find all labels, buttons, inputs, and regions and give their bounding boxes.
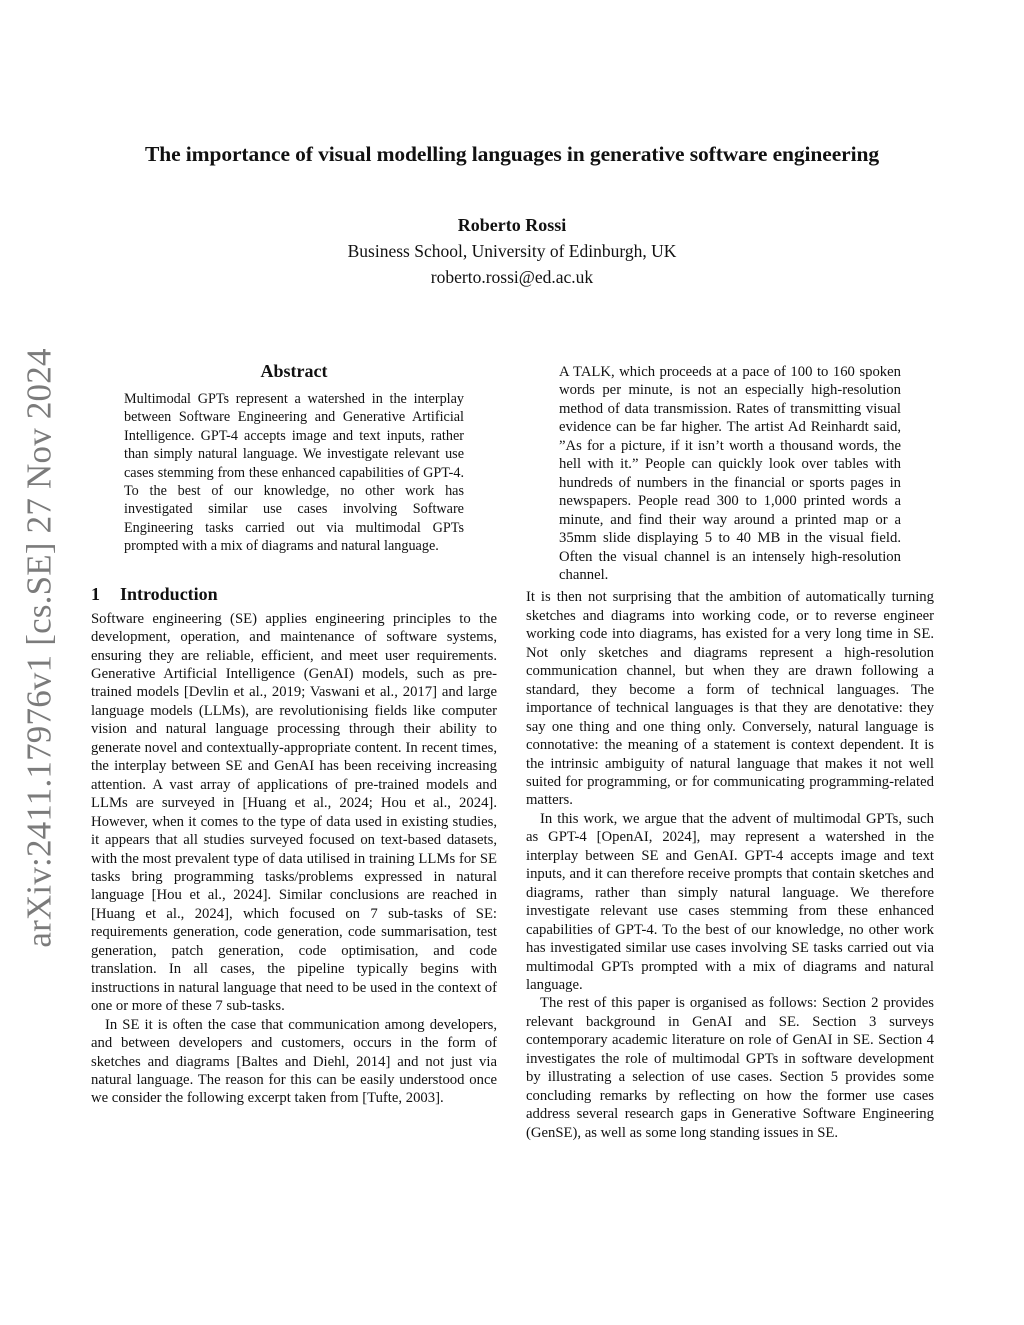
author-email: roberto.rossi@ed.ac.uk [430,267,594,287]
author-name: Roberto Rossi [457,215,567,235]
section-heading-introduction [91,582,497,606]
author-block [212,212,812,290]
intro-paragraph: Software engineering (SE) applies engineering principles to the development, operation, and maintenance of software systems, ensuring they are reliable, efficient, and meet user requirements. Generative Artificial Intelligence (GenAI) models, such as pre-trained models [Devlin et al., 2019; Vaswani et al., 2017] and large language models (LLMs), are revolutionising fields like computer vision and natural language processing through their ability to generate novel and contextually-appropriate content. In recent times, the interplay between SE and GenAI has been receiving increasing attention. A vast array of applications of pre-trained models and LLMs are surveyed in [Huang et al., 2024; Hou et al., 2024]. However, when it comes to the type of data used in existing studies, it appears that all studies surveyed focused on text-based datasets, with the most prevalent type of data utilised in training LLMs for SE tasks bring programming tasks/problems expressed in natural language [Hou et al., 2024]. Similar conclusions are reached in [Huang et al., 2024], which focused on 7 sub-tasks of SE: requirements generation, code generation, code summarisation, test generation, patch generation, code optimisation, and code translation. In all cases, the pipeline typically begins with instructions in natural language that need to be used in the context of one or more of these 7 sub-tasks. [91,610,497,1015]
abstract-heading: Abstract [260,361,328,381]
arxiv-identifier-text: arXiv:2411.17976v1 [cs.SE] 27 Nov 2024 [20,348,59,948]
right-column [526,363,934,1142]
section-title: Introduction [120,583,218,604]
tufte-quote: A TALK, which proceeds at a pace of 100 to 160 spoken words per minute, is not an especially high-resolution method of data transmission. Rates of transmitting visual evidence can be far higher. The artist Ad Reinhardt said, ”As for a picture, if it isn’t worth a thousand words, the hell with it.” People can quickly look over tables with hundreds of numbers in the financial or sports pages in newspapers. People read 300 to 1,000 printed words a minute, and find their way around a printed map or a 35mm slide displaying 5 to 40 MB in the visual field. Often the visual channel is an intensely high-resolution channel. [559,364,901,583]
section-number: 1 [91,583,100,604]
intro-paragraph: The rest of this paper is organised as follows: Section 2 provides relevant background in GenAI and SE. Section 3 surveys contemporary academic literature on role of GenAI in SE. Section 4 investigates the role of multimodal GPTs in software development by illustrating a selection of use cases. Section 5 provides some concluding remarks by reflecting on how the former use cases address several research gaps in Generative Software Engineering (GenSE), as well as some long standing issues in SE. [526,995,934,1141]
paper-title: The importance of visual modelling languages in generative software engineering [144,142,879,166]
intro-paragraph: It is then not surprising that the ambition of automatically turning sketches and diagrams into working code, or to reverse engineer working code into diagrams, has existed for a very long time in SE. Not only sketches and diagrams represent a high-resolution communication channel, but when they are drawn following a standard, they become a form of technical languages. The importance of technical languages is that they are denotative: they say one thing and one thing only. Conversely, natural language is connotative: the meaning of a statement is context dependent. It is the intrinsic ambiguity of natural language that makes it not well suited for programming, or for communicating programming-related matters. [526,589,934,809]
intro-paragraph: In this work, we argue that the advent of multimodal GPTs, such as GPT-4 [OpenAI, 2024], may represent a watershed in the interplay between SE and GenAI. GPT-4 accepts image and text inputs, and it can therefore receive prompts that contain sketches and diagrams, rather than simply natural language. We therefore investigate relevant use cases stemming from these enhanced capabilities of GPT-4. To the best of our knowledge, no other work has investigated similar use cases involving SE tasks carried out via multimodal GPTs prompted with a mix of diagrams and natural language. [526,810,934,993]
left-column [91,358,497,1108]
arxiv-identifier-stamp [18,348,62,948]
abstract-text: Multimodal GPTs represent a watershed in the interplay between Software Engineering and Generative Artificial Intelligence. GPT-4 accepts image and text inputs, rather than simply natural language. We investigate relevant use cases stemming from these enhanced capabilities of GPT-4. To the best of our knowledge, no other work has investigated similar use cases involving Software Engineering tasks carried out via multimodal GPTs prompted with a mix of diagrams and natural language. [124,391,464,555]
intro-paragraph: In SE it is often the case that communication among developers, and between developers and customers, occurs in the form of sketches and diagrams [Baltes and Diehl, 2014] and not just via natural language. The reason for this can be easily understood once we consider the following excerpt taken from [Tufte, 2003]. [91,1016,497,1107]
author-affiliation: Business School, University of Edinburgh, UK [347,241,677,261]
